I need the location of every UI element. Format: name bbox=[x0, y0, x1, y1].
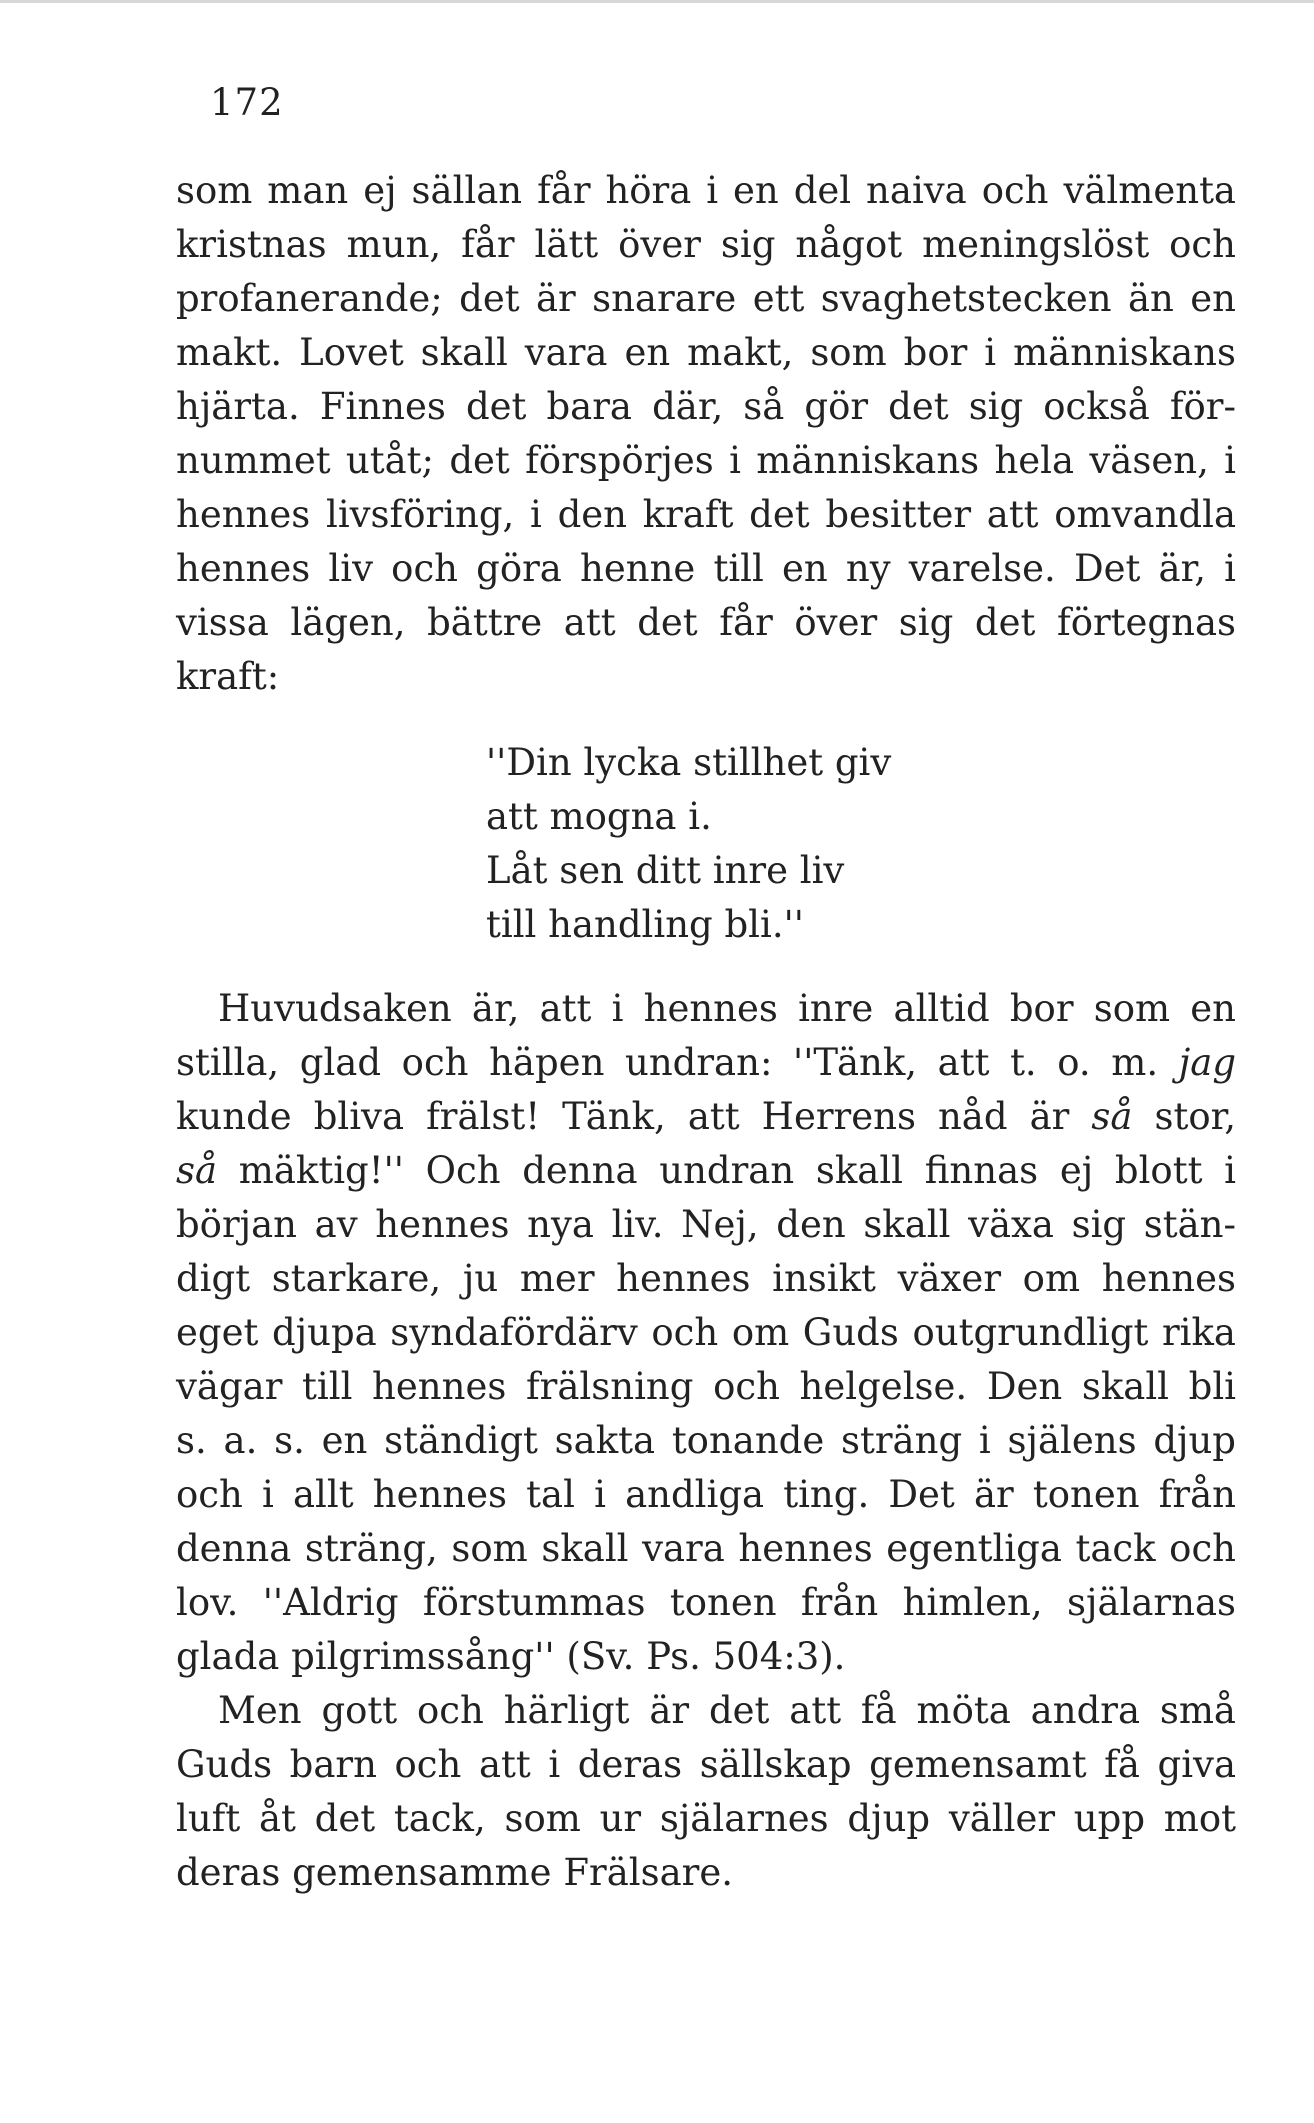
text-line: denna sträng, som skall vara hennes egentliga tack och bbox=[176, 1527, 1236, 1570]
text-line bbox=[176, 1149, 1236, 1192]
text-line bbox=[176, 1041, 1236, 1084]
text-line bbox=[176, 1095, 1236, 1138]
text-segment: mäktig!'' Och denna undran skall finnas ej blott i bbox=[238, 1149, 1236, 1192]
text-line: lov. ''Aldrig förstummas tonen från himlen, själarnas bbox=[176, 1581, 1236, 1624]
page-top-edge bbox=[0, 0, 1314, 3]
page-number: 172 bbox=[210, 81, 284, 124]
text-line: hjärta. Finnes det bara där, så gör det sig också för- bbox=[176, 385, 1236, 428]
verse-line: till handling bli.'' bbox=[486, 903, 804, 946]
verse-line: ''Din lycka stillhet giv bbox=[486, 741, 892, 784]
text-line: eget djupa syndafördärv och om Guds outgrundligt rika bbox=[176, 1311, 1236, 1354]
text-line: hennes livsföring, i den kraft det besitter att omvandla bbox=[176, 493, 1236, 536]
italic-word: så bbox=[1091, 1095, 1133, 1138]
text-segment: kunde bliva frälst! Tänk, att Herrens nåd är bbox=[176, 1095, 1070, 1138]
text-line: kraft: bbox=[176, 655, 280, 698]
text-line: nummet utåt; det förspörjes i människans hela väsen, i bbox=[176, 439, 1236, 482]
text-line: digt starkare, ju mer hennes insikt växer om hennes bbox=[176, 1257, 1236, 1300]
text-line: Huvudsaken är, att i hennes inre alltid bor som en bbox=[218, 987, 1236, 1030]
text-line: Men gott och härligt är det att få möta andra små bbox=[218, 1689, 1236, 1732]
text-line: vissa lägen, bättre att det får över sig det förtegnas bbox=[176, 601, 1236, 644]
text-line: glada pilgrimssång'' (Sv. Ps. 504:3). bbox=[176, 1635, 846, 1678]
text-line: deras gemensamme Frälsare. bbox=[176, 1851, 733, 1894]
text-line: som man ej sällan får höra i en del naiva och välmenta bbox=[176, 169, 1236, 212]
verse-line: Låt sen ditt inre liv bbox=[486, 849, 845, 892]
text-line: Guds barn och att i deras sällskap gemensamt få giva bbox=[176, 1743, 1236, 1786]
text-line: hennes liv och göra henne till en ny varelse. Det är, i bbox=[176, 547, 1236, 590]
text-line: luft åt det tack, som ur själarnes djup väller upp mot bbox=[176, 1797, 1236, 1840]
text-line: kristnas mun, får lätt över sig något meningslöst och bbox=[176, 223, 1236, 266]
text-line: profanerande; det är snarare ett svaghetstecken än en bbox=[176, 277, 1236, 320]
verse-line: att mogna i. bbox=[486, 795, 712, 838]
text-line: och i allt hennes tal i andliga ting. Det är tonen från bbox=[176, 1473, 1236, 1516]
text-line: vägar till hennes frälsning och helgelse. Den skall bli bbox=[176, 1365, 1236, 1408]
italic-word: jag bbox=[1178, 1041, 1236, 1084]
text-line: s. a. s. en ständigt sakta tonande sträng i själens djup bbox=[176, 1419, 1236, 1462]
text-segment: stor, bbox=[1154, 1095, 1236, 1138]
text-line: början av hennes nya liv. Nej, den skall växa sig stän- bbox=[176, 1203, 1236, 1246]
italic-word: så bbox=[176, 1149, 218, 1192]
text-segment: stilla, glad och häpen undran: ''Tänk, att t. o. m. bbox=[176, 1041, 1159, 1084]
text-line: makt. Lovet skall vara en makt, som bor i människans bbox=[176, 331, 1236, 374]
